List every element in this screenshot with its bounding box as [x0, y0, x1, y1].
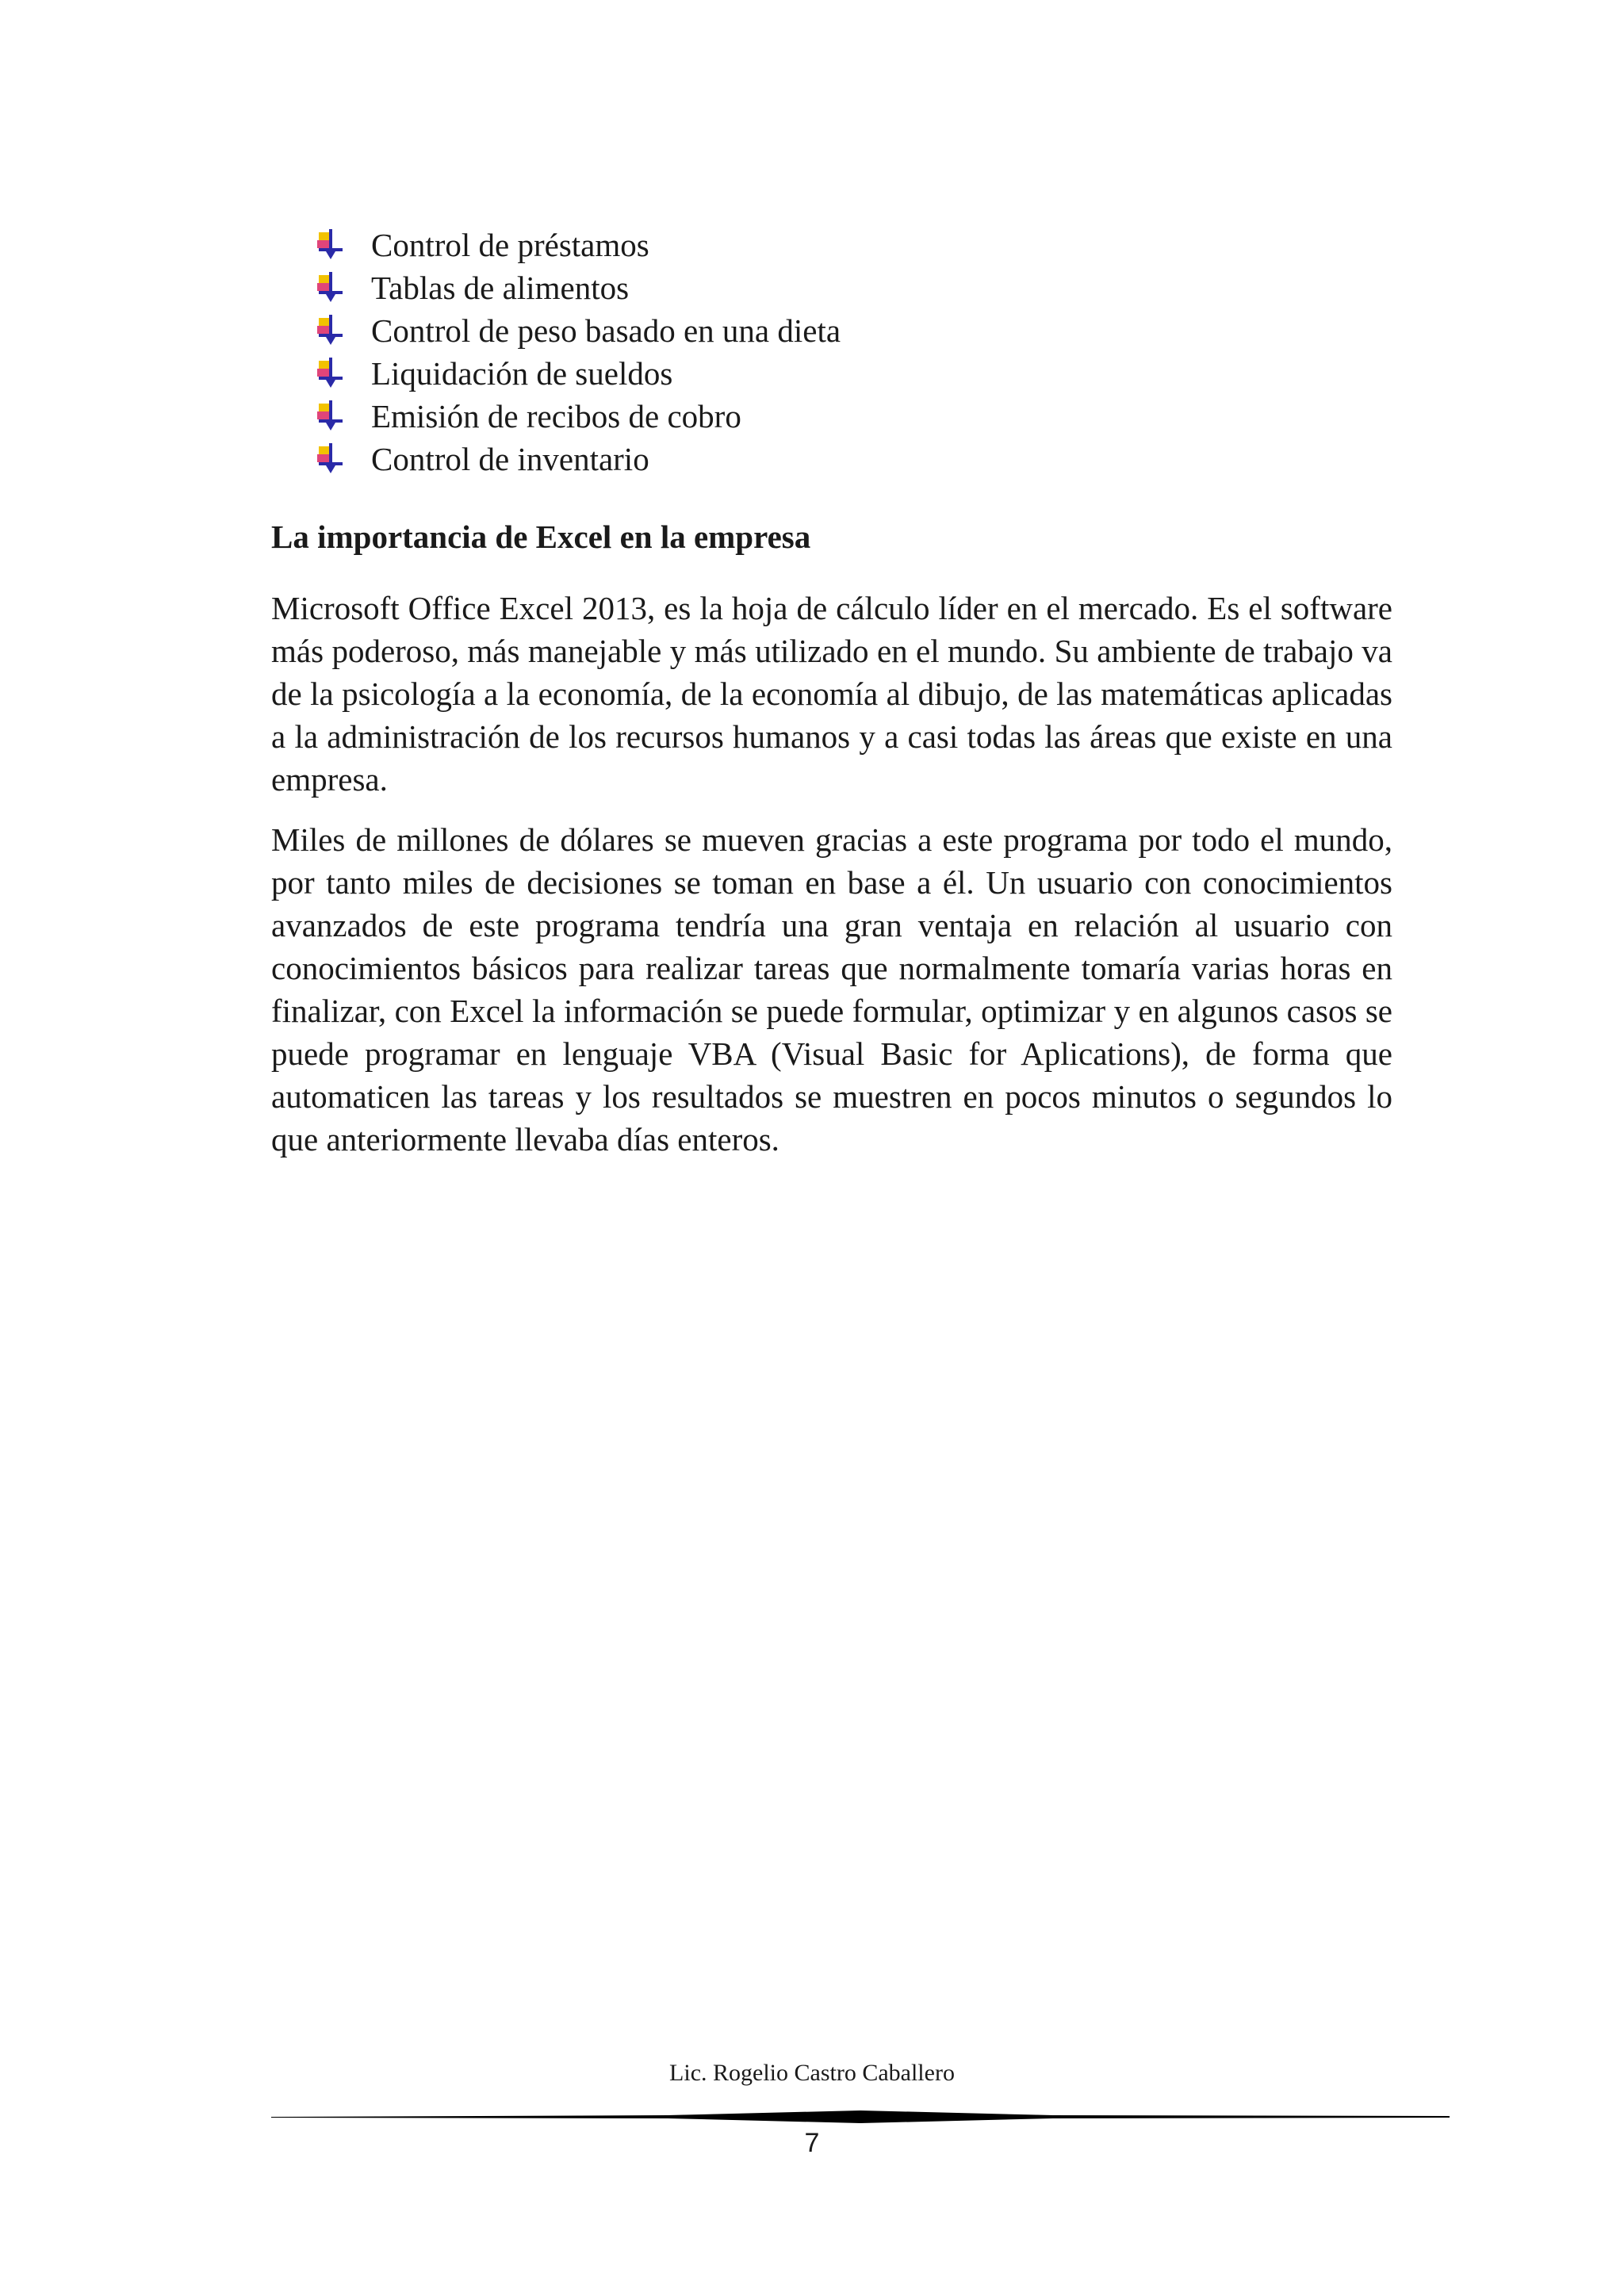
plus-arrow-icon: [317, 358, 344, 389]
plus-arrow-icon: [317, 315, 344, 346]
list-item: [317, 352, 1392, 395]
body-paragraph: Microsoft Office Excel 2013, es la hoja de cálculo líder en el mercado. Es el software más poderoso, más manejable y más utilizado en el mundo. Su ambiente de trabajo va de la psicología a la economía, de la economía al dibujo, de las matemáticas aplicadas a la administración de los recursos humanos y a casi todas las áreas que existe en una empresa.: [271, 590, 1392, 798]
section-heading: La importancia de Excel en la empresa: [271, 519, 811, 555]
list-item: [317, 438, 1392, 480]
list-item: [317, 395, 1392, 438]
bullet-list: [271, 224, 1392, 480]
footer-rule: [271, 2109, 1450, 2125]
list-item: [317, 224, 1392, 266]
plus-arrow-icon: [317, 272, 344, 304]
bullet-label: Emisión de recibos de cobro: [371, 398, 741, 434]
body-paragraph: Miles de millones de dólares se mueven gracias a este programa por todo el mundo, por tanto miles de decisiones se toman en base a él. Un usuario con conocimientos avanzados de este programa tendría una gran ventaja en relación al usuario con conocimientos básicos para realizar tareas que normalmente tomaría varias horas en finalizar, con Excel la información se puede formular, optimizar y en algunos casos se puede programar en lenguaje VBA (Visual Basic for Aplications), de forma que automaticen las tareas y los resultados se muestren en pocos minutos o segundos lo que anteriormente llevaba días enteros.: [271, 821, 1392, 1158]
bullet-label: Control de inventario: [371, 441, 649, 477]
list-item: [317, 309, 1392, 352]
plus-arrow-icon: [317, 443, 344, 475]
page-content: [271, 224, 1392, 1161]
plus-arrow-icon: [317, 229, 344, 261]
bullet-label: Liquidación de sueldos: [371, 355, 673, 392]
bullet-label: Tablas de alimentos: [371, 270, 630, 306]
footer-author: Lic. Rogelio Castro Caballero: [669, 2060, 955, 2086]
bullet-label: Control de préstamos: [371, 227, 649, 263]
plus-arrow-icon: [317, 400, 344, 432]
bullet-label: Control de peso basado en una dieta: [371, 312, 841, 349]
list-item: [317, 266, 1392, 309]
page-number: 7: [804, 2128, 820, 2158]
